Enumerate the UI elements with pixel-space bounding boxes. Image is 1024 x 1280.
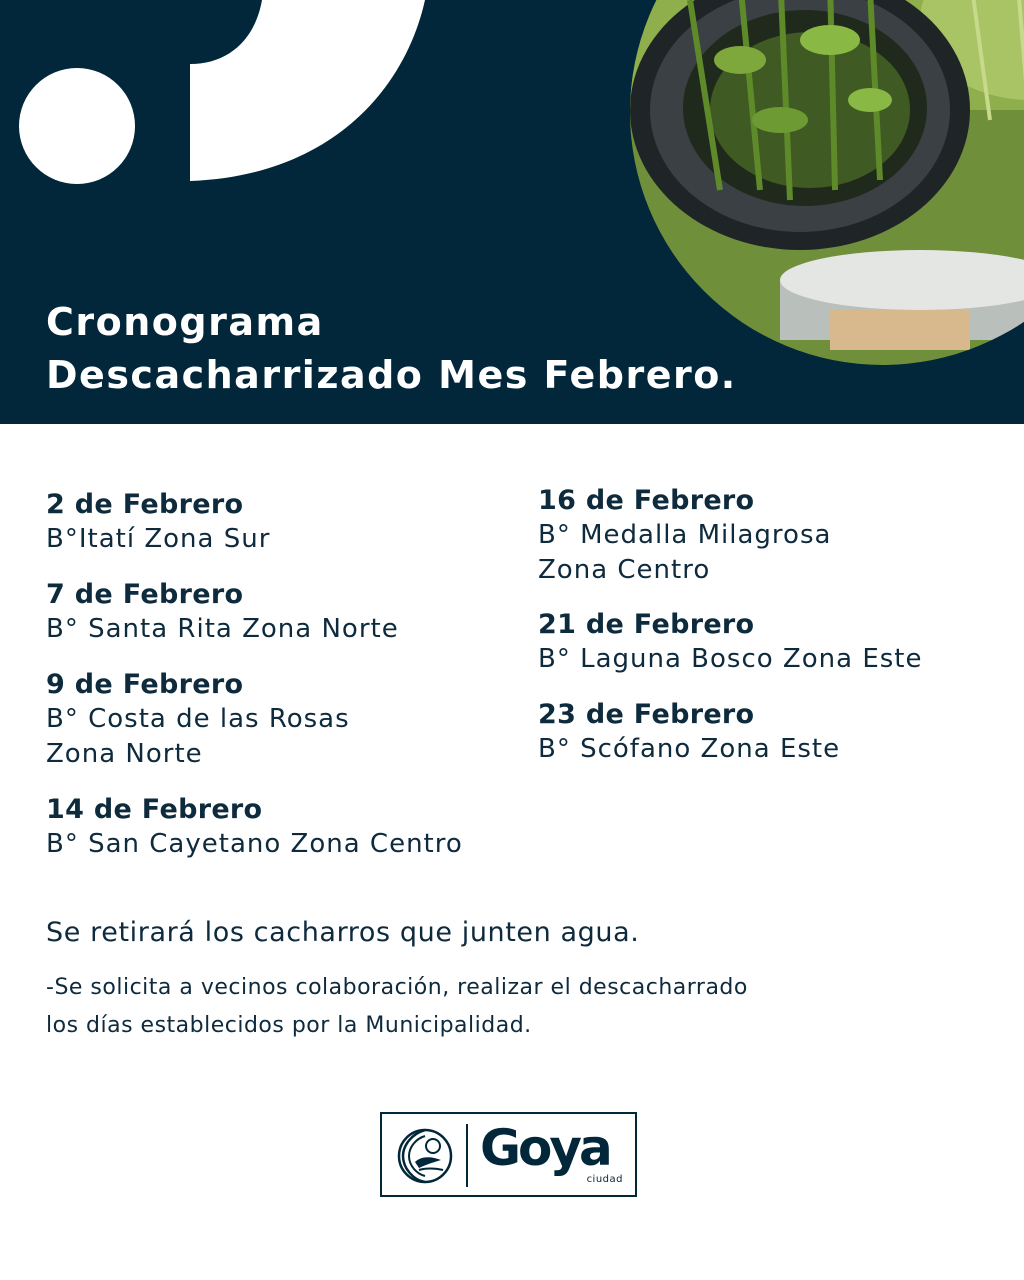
- title-line-1: Cronograma: [46, 300, 324, 344]
- schedule-date: 21 de Febrero: [538, 609, 755, 640]
- schedule-place: B° Costa de las Rosas: [46, 704, 350, 734]
- schedule-place: B° San Cayetano Zona Centro: [46, 829, 463, 859]
- secondary-notice-line-2: los días establecidos por la Municipalidad.: [46, 1013, 532, 1038]
- schedule-item-feb-9: [46, 667, 350, 772]
- goya-logo: [380, 1112, 637, 1197]
- header-banner: [0, 0, 1024, 424]
- schedule-date: 16 de Febrero: [538, 485, 755, 516]
- schedule-place: B° Medalla Milagrosa: [538, 520, 832, 550]
- secondary-notice-line-1: -Se solicita a vecinos colaboración, realizar el descacharrado: [46, 975, 748, 1000]
- schedule-date: 9 de Febrero: [46, 669, 244, 700]
- schedule-place: B°Itatí Zona Sur: [46, 524, 271, 554]
- schedule-date: 7 de Febrero: [46, 579, 244, 610]
- secondary-notice: [46, 969, 926, 1045]
- schedule-item-feb-23: [538, 697, 840, 767]
- schedule-item-feb-7: [46, 577, 399, 647]
- schedule-item-feb-2: [46, 487, 270, 557]
- schedule-item-feb-21: [538, 607, 923, 677]
- schedule-place: B° Scófano Zona Este: [538, 734, 841, 764]
- schedule-item-feb-16: [538, 483, 831, 588]
- main-notice: Se retirará los cacharros que junten agua.: [46, 917, 640, 948]
- page-title: [46, 296, 737, 402]
- decorative-hook-shape: [0, 0, 440, 200]
- schedule-place-line-2: Zona Centro: [538, 555, 711, 585]
- schedule-date: 23 de Febrero: [538, 699, 755, 730]
- schedule-item-feb-14: [46, 792, 463, 862]
- schedule-place-line-2: Zona Norte: [46, 739, 203, 769]
- schedule-place: B° Laguna Bosco Zona Este: [538, 644, 923, 674]
- logo-subtitle: ciudad: [586, 1174, 623, 1185]
- title-line-2: Descacharrizado Mes Febrero.: [46, 353, 737, 397]
- goya-emblem-icon: [395, 1126, 455, 1186]
- schedule-place: B° Santa Rita Zona Norte: [46, 614, 399, 644]
- schedule-date: 2 de Febrero: [46, 489, 244, 520]
- logo-wordmark: Goya: [480, 1119, 610, 1177]
- schedule-date: 14 de Febrero: [46, 794, 263, 825]
- logo-divider: [466, 1124, 468, 1187]
